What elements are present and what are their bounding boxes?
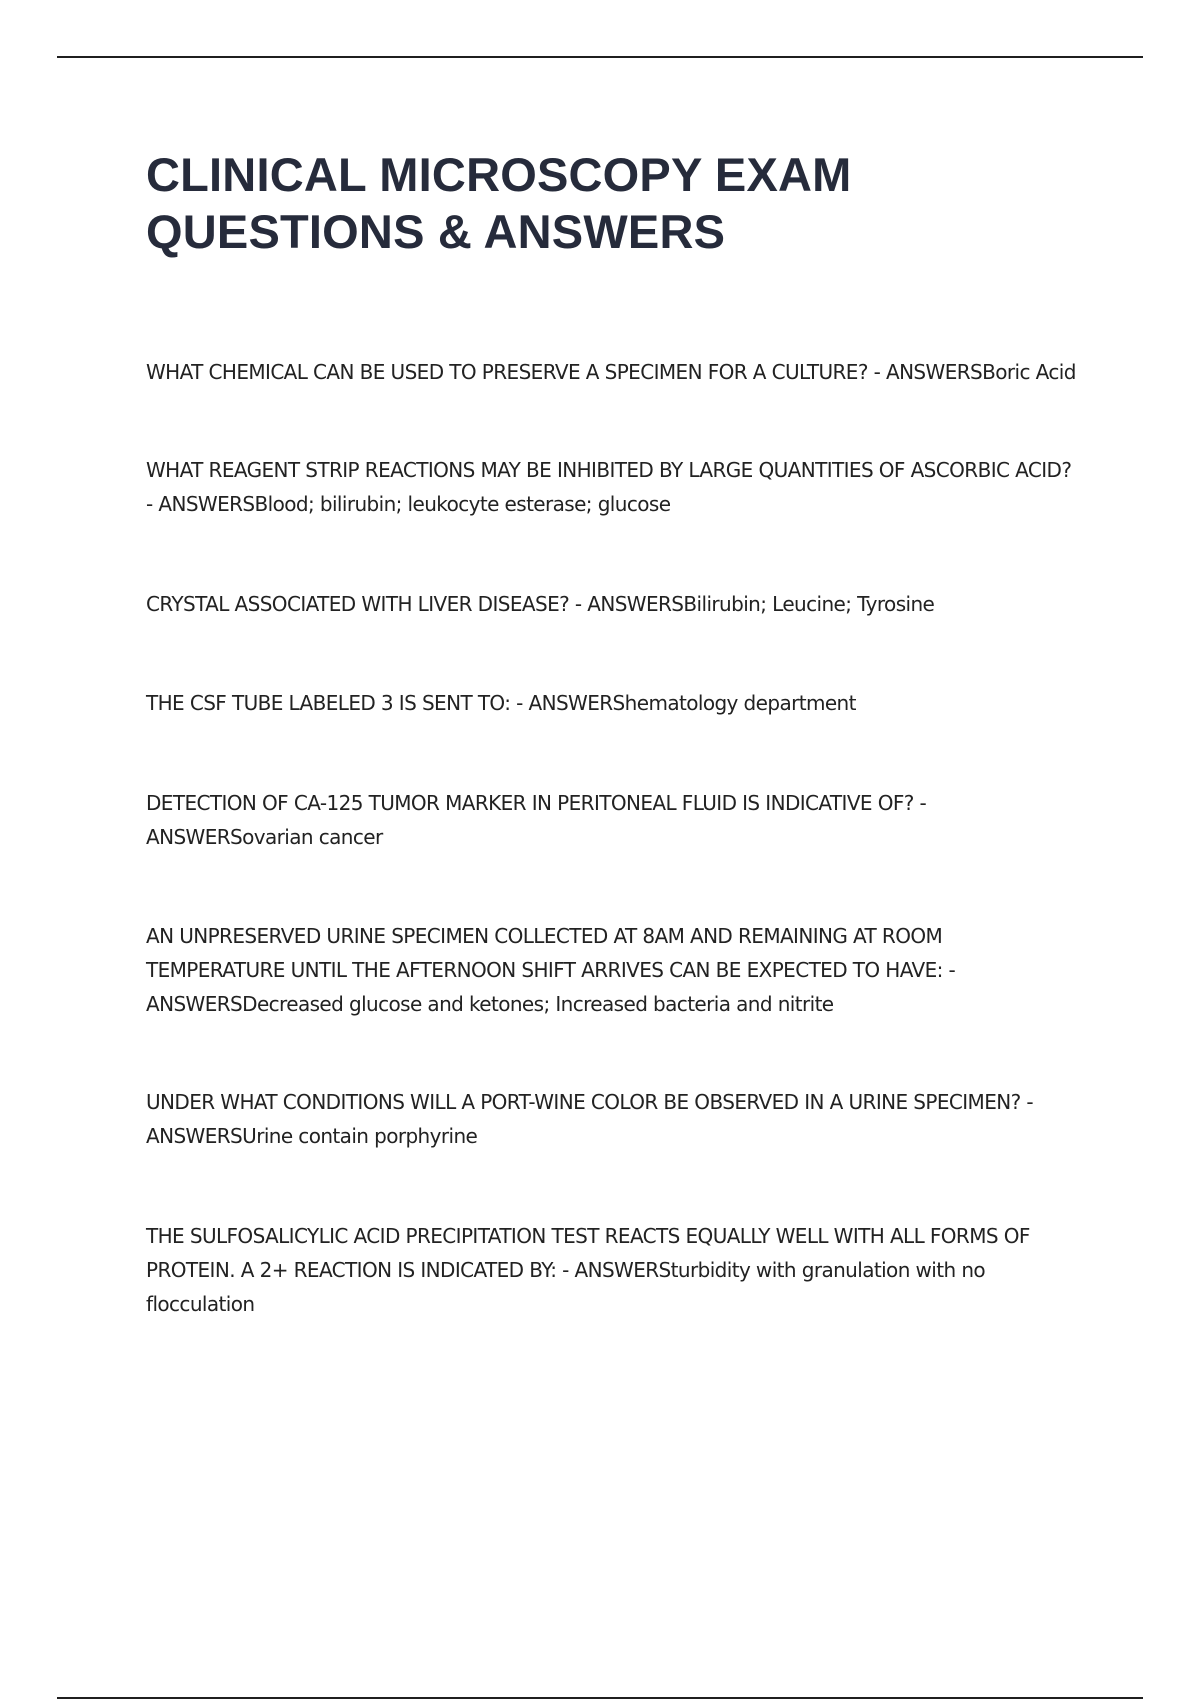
answer-prefix: ANSWERS [885,360,983,384]
question-text: UNDER WHAT CONDITIONS WILL A PORT-WINE COLOR BE OBSERVED IN A URINE SPECIMEN? [146,1090,1021,1114]
qa-item-4 [146,686,1081,720]
qa-separator: - [510,691,529,715]
qa-separator: - [146,492,159,516]
qa-item-8 [146,1219,1081,1321]
answer-text: hematology department [624,691,856,715]
answer-prefix: ANSWERS [146,1124,243,1148]
page-title: CLINICAL MICROSCOPY EXAM QUESTIONS & ANSWERS [146,148,852,258]
question-text: WHAT REAGENT STRIP REACTIONS MAY BE INHIBITED BY LARGE QUANTITIES OF ASCORBIC ACID? [146,458,1072,482]
answer-prefix: ANSWERS [146,992,243,1016]
qa-separator: - [556,1258,575,1282]
bottom-rule [57,1697,1143,1699]
qa-separator: - [1020,1090,1033,1114]
qa-separator: - [867,360,886,384]
answer-prefix: ANSWERS [587,592,684,616]
answer-prefix: ANSWERS [158,492,255,516]
answer-text: Urine contain porphyrine [242,1124,478,1148]
answer-text: ovarian cancer [242,825,383,849]
qa-item-7 [146,1085,1081,1153]
answer-prefix: ANSWERS [146,825,243,849]
answer-text: Blood; bilirubin; leukocyte esterase; glucose [254,492,671,516]
answer-text: Decreased glucose and ketones; Increased bacteria and nitrite [242,992,834,1016]
question-text: WHAT CHEMICAL CAN BE USED TO PRESERVE A SPECIMEN FOR A CULTURE? [146,360,868,384]
qa-item-3 [146,587,1081,621]
question-text: THE SULFOSALICYLIC ACID PRECIPITATION TEST REACTS EQUALLY WELL WITH ALL FORMS OF PROTEIN. A 2+ REACTION IS INDICATED BY: [146,1224,1030,1282]
qa-separator: - [942,958,956,982]
answer-text: Bilirubin; Leucine; Tyrosine [683,592,935,616]
qa-item-1 [146,355,1081,389]
qa-list [146,355,1081,1321]
qa-item-2 [146,453,1081,521]
question-text: DETECTION OF CA-125 TUMOR MARKER IN PERITONEAL FLUID IS INDICATIVE OF? [146,791,914,815]
question-text: AN UNPRESERVED URINE SPECIMEN COLLECTED AT 8AM AND REMAINING AT ROOM TEMPERATURE UNTIL THE AFTERNOON SHIFT ARRIVES CAN BE EXPECTED TO HAVE: [146,924,943,982]
question-text: THE CSF TUBE LABELED 3 IS SENT TO: [146,691,511,715]
qa-item-6 [146,919,1081,1021]
answer-text: turbidity with granulation with no flocculation [146,1258,986,1316]
answer-text: Boric Acid [982,360,1076,384]
qa-separator: - [569,592,588,616]
answer-prefix: ANSWERS [574,1258,671,1282]
answer-prefix: ANSWERS [528,691,625,715]
question-text: CRYSTAL ASSOCIATED WITH LIVER DISEASE? [146,592,570,616]
top-rule [57,56,1143,58]
qa-item-5 [146,786,1081,854]
qa-separator: - [913,791,927,815]
